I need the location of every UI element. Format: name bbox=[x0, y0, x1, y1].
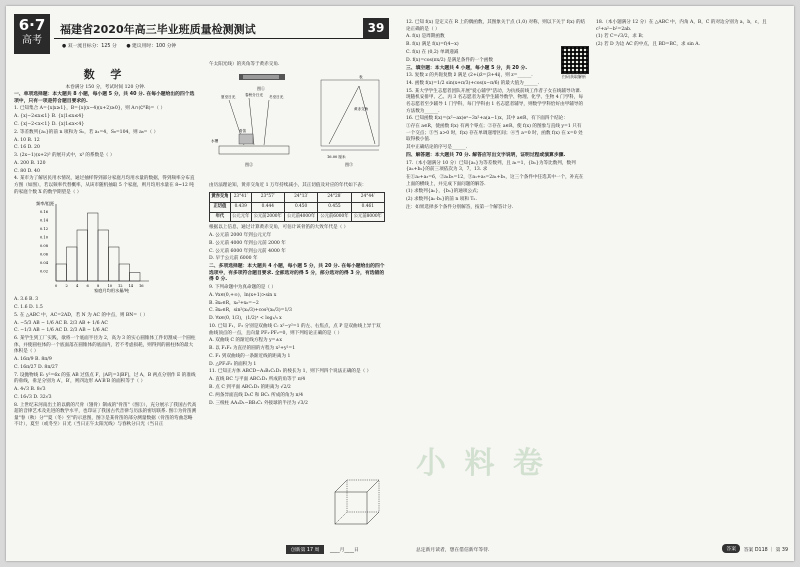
question-line: A. 200 B. 120 bbox=[14, 160, 46, 166]
histogram-xtick: 16 bbox=[139, 284, 144, 289]
table-cell: 0.439 bbox=[230, 202, 251, 212]
question-line: 二、多项选择题：本大题共 4 小题，每小题 5 分，共 20 分. 在每小题给出的四个选项中，有多项符合题目要求. 全部选对的得 5 分，部分选对的得 3 分，有选错的得 0 分. bbox=[209, 264, 385, 283]
flute-label: 骨笛 bbox=[239, 128, 247, 133]
question-line: B. ∃x₀∈R，x₀²+x₀=−2 bbox=[209, 300, 259, 306]
question-line: A. 16π/9 B. 8π/9 bbox=[14, 357, 52, 363]
table-cell: 24°13′ bbox=[284, 193, 317, 203]
histogram-xtick: 4 bbox=[76, 284, 79, 289]
question-line: C. 两条异面直线 D₁C 和 BC₁ 所成的角为 π/4 bbox=[209, 392, 304, 398]
column-1-questions bbox=[14, 92, 197, 196]
question-line: 6. 某学生到工厂实践，欲将一个底面半径为 2，高为 3 的实心圆锥体工件切割成一个圆柱体，并使圆柱体的一个底面落在圆锥体的底面内，若不考虑损耗，则得到的圆柱体的最大体积是（ ） bbox=[14, 336, 196, 355]
column-1 bbox=[14, 92, 197, 430]
histogram-xlabel: 家庭月均用水量/吨 bbox=[94, 288, 129, 294]
histogram-ytick: 0.02 bbox=[40, 269, 49, 274]
question-line: B. 点 C 到平面 ABC₁D₁ 的距离为 √2/2 bbox=[209, 385, 291, 390]
paper-title: 福建省2020年高三毕业班质量检测测试 bbox=[60, 23, 256, 36]
angle-label: 黄赤交角 bbox=[354, 106, 369, 111]
histogram-xtick: 6 bbox=[86, 284, 89, 289]
histogram-bar bbox=[56, 264, 67, 281]
question-line: 1. 已知集合 A={x|x≥1}，B={x|(x−4)(x+2)≥0}，则 A∩(∁ᴿB)=（ ） bbox=[14, 106, 166, 112]
fig2-label: 图② bbox=[245, 161, 253, 167]
table-cell: 公元元年 bbox=[230, 212, 251, 222]
question-line: 8. 上世纪末河南出土的以鹤的尺骨（翅骨）制成的"骨笛"（图①），充分展示了我国古代高超的音律艺术及先进的数学水平，也印证了我国古代音律与历法的密切联系. 图②为骨笛测量"春（秋）分""夏（冬）至"的示意图，图③是某骨笛的部分测量数据（骨笛的弯曲忽略不计），夏至（或冬至）日光（当日正午太阳光线）与春秋分日光（当日正 bbox=[14, 402, 197, 428]
question-line: C. {x|−2<x<1} D. {x|1≤x<4} bbox=[14, 121, 85, 127]
histogram-ytick: 0.06 bbox=[40, 252, 49, 257]
table-cell: 公元前6000年 bbox=[318, 212, 351, 222]
question-line: C. 16π/27 D. 8π/27 bbox=[14, 364, 58, 370]
question-line: A. 公元前 2000 年到公元元年 bbox=[209, 232, 272, 238]
question-line: D. 早于公元前 6000 年 bbox=[209, 256, 258, 262]
question-line: 14. 函数 f(x)=1/2 sin(x+π/3)+cos(x−π/6) 的最大值为______. bbox=[406, 81, 540, 87]
table-cell: 正切值 bbox=[210, 202, 231, 212]
question-line: 在①a₂+a₃=6，②a₁b₃=12，③a₁+a₃=2a₁+b₂，这三个条件中任选其中一个，补充在上面的横线上，并完成下面问题的解答. bbox=[406, 175, 584, 187]
histogram-ytick: 0.12 bbox=[40, 227, 49, 232]
winter-light-label: 冬至日光 bbox=[269, 94, 284, 99]
question-line: 一、单项选择题：本大题共 8 小题，每小题 5 分，共 40 分. 在每小题给出的四个选项中，只有一项是符合题目要求的. bbox=[14, 92, 195, 104]
answer-badge: 答案 bbox=[722, 544, 740, 553]
question-line: 5. 在 △ABC 中，AC=2AD，若 N 为 AC 的中点，则 BN=（ ） bbox=[14, 312, 148, 318]
histogram-bar bbox=[88, 213, 99, 281]
histogram bbox=[34, 199, 154, 294]
question-line: 由历法理论知，黄赤交角近 1 万年持续减小，其正切值及对应的年代如下表： bbox=[209, 182, 367, 188]
series-name: 高考 bbox=[22, 35, 42, 46]
histogram-ytick: 0.16 bbox=[40, 210, 49, 215]
question-line: C. 80 D. 40 bbox=[14, 168, 40, 174]
bone-flute-svg bbox=[209, 70, 385, 180]
question-line: 根据以上信息，通过计算黄赤交角，可估计该骨笛的大致年代是（ ） bbox=[209, 225, 349, 231]
bone-flute-figures bbox=[209, 70, 385, 180]
table-cell: 23°57′ bbox=[251, 193, 284, 203]
table-cell: 公元前8000年 bbox=[351, 212, 384, 222]
motto-text: 总定新月读者，想在借信新年等待. bbox=[416, 548, 490, 553]
page-number: 答案 D118 ｜ 第 39 bbox=[743, 548, 788, 553]
table-cell: 0.455 bbox=[318, 202, 351, 212]
table-row bbox=[210, 212, 385, 222]
table-label: 表 bbox=[359, 74, 363, 79]
histogram-xtick: 14 bbox=[128, 284, 134, 289]
histogram-bar bbox=[119, 264, 130, 281]
column-2-table-intro bbox=[209, 183, 385, 190]
column-4-questions bbox=[596, 20, 786, 49]
table-cell: 24°28′ bbox=[318, 193, 351, 203]
question-line: ①存在 a∈R，使函数 f(x) 有两个零点；②存在 a∈R，使 f(x) 的图象与直线 y=1 只有一个交点；③当 a>0 时，f(x) 存在单调递增区间；④当 a=0 时，函数 f(x) 在 x=0 处取得极小值. bbox=[406, 124, 583, 143]
histogram-ytick: 0.08 bbox=[40, 244, 49, 249]
question-line: 15. 某大学学生志愿者团队开展"爱心辅学"活动，为抗疫前线工作者子女在线辅导功课. 现随机安排甲、乙、丙 3 名志愿者为某学生辅导数学、物理、化学、生物 4 门学科，每名志愿者至少辅导 1 门学科，每门学科由 1 名志愿者辅导，则数学学科恰好由甲辅导的方法数为______. bbox=[406, 88, 584, 114]
question-line: 3. (2x−1)(x+2)⁵ 的展开式中，x³ 的系数是（ ） bbox=[14, 153, 115, 159]
histogram-ytick: 0.10 bbox=[40, 235, 49, 240]
question-line: (1) 若 C=√3/2，求 B； bbox=[596, 34, 647, 40]
question-line: A. 3.6 B. 3 bbox=[14, 297, 39, 303]
histogram-bar bbox=[98, 230, 109, 281]
watermark: 小 料 卷 bbox=[416, 446, 547, 481]
question-line: 4. 某市为了解居民用水情况，通过抽样得到部分家庭月均用水量的数据，得到频率分布直方图（如图），若以频率代替概率，从该市随机抽取 5 个家庭，则月均用水量在 8~12 吨的家庭个数 X 的数学期望是（ ） bbox=[14, 176, 195, 195]
question-line: D. f(x)=cos(πx/2) 是满足条件的一个函数 bbox=[406, 57, 493, 63]
question-line: 注：如果选择多个条件分别解答，按第一个解答计分. bbox=[406, 205, 514, 211]
table-cell: 0.444 bbox=[251, 202, 284, 212]
question-line: (1) 求数列{aₙ}，{bₙ}的通项公式； bbox=[406, 189, 482, 195]
question-line: 9. 下列命题中为真命题的是（ ） bbox=[209, 285, 277, 291]
question-line: 18.（本小题满分 12 分）在 △ABC 中，内角 A，B，C 的对边分别为 a，b，c，且 c²+a²−b²=2ab. bbox=[596, 20, 767, 32]
score-note: 本卷满分 150 分，考试时间 120 分钟. bbox=[65, 85, 146, 90]
question-line: B. 公元前 4000 年到公元前 2000 年 bbox=[209, 240, 286, 246]
question-line: C. 公元前 6000 年到公元前 4000 年 bbox=[209, 248, 286, 254]
question-line: 16. 已知函数 f(x)=(x²−ax)eˣ−3x²+a(a−1)x，其中 a∈R，有下面四个结论： bbox=[406, 116, 568, 122]
question-line: 2. 等差数列{aₙ}的前 n 项和为 Sₙ，若 a₁=4，S₈=104，则 a₆=（ ） bbox=[14, 129, 159, 135]
cube-figure bbox=[329, 474, 385, 530]
paper-header bbox=[14, 14, 399, 60]
date-field: ____月____日 bbox=[330, 548, 359, 553]
fig3-label: 图③ bbox=[345, 161, 353, 167]
fig1-label: 图① bbox=[257, 85, 265, 91]
question-line: D. 三棱柱 AA₁D₁−BB₁C₁ 外接球的半径为 √3/2 bbox=[209, 400, 308, 406]
qr-code[interactable] bbox=[561, 46, 589, 74]
water-tank-label: 水槽 bbox=[211, 138, 219, 143]
column-4 bbox=[596, 20, 786, 50]
question-line: 其中正确结论的序号是______. bbox=[406, 145, 468, 151]
question-line: C. 16√3 D. 32√3 bbox=[14, 394, 52, 400]
table-cell: 公元前2000年 bbox=[251, 212, 284, 222]
question-line: D. △PF₁F₂ 的面积为 1 bbox=[209, 361, 257, 367]
table-cell: 公元前4000年 bbox=[284, 212, 317, 222]
histogram-ytick: 0.14 bbox=[40, 218, 49, 223]
column-3-questions bbox=[406, 20, 586, 212]
histogram-xtick: 0 bbox=[55, 284, 58, 289]
spring-light-label: 春秋分日光 bbox=[245, 92, 263, 97]
question-line: 四、解答题：本大题共 70 分. 解答应写出文字说明，证明过程或演算步骤. bbox=[406, 152, 566, 158]
flute-length-label: 16.00 厘米 bbox=[327, 154, 346, 159]
question-line: C. ∃x₀∈R，sin²(x₀/3)+cos²(x₀/3)=1/3 bbox=[209, 308, 292, 314]
histogram-bar bbox=[130, 273, 141, 282]
question-line: A. 10 B. 12 bbox=[14, 137, 40, 143]
question-line: (2) 求数列{aₙ·bₙ}的前 n 项和 Tₙ. bbox=[406, 197, 477, 203]
qr-label: 扫码获取解析 bbox=[562, 74, 586, 79]
title-bar bbox=[54, 18, 389, 39]
question-line: A. ∀x∈(0,+∞)，ln(x+1)>sin x bbox=[209, 292, 277, 298]
histogram-ylabel: 频率/组距 bbox=[36, 201, 55, 207]
question-line: A. f(x) 是周期函数 bbox=[406, 34, 445, 40]
question-line: A. 4√3 B. 8√3 bbox=[14, 387, 46, 392]
page-footer bbox=[286, 543, 788, 555]
summer-light-label: 夏至日光 bbox=[221, 94, 236, 99]
question-line: A. −5/3 AB − 1/6 AC B. 2/3 AB + 1/6 AC bbox=[14, 320, 108, 326]
subject-title: 数 学 bbox=[83, 68, 128, 81]
question-line: 17.（本小题满分 10 分）已知{aₙ}为等差数列，且 a₁=1，{bₙ}为等比数列，数列{aₙ+bₙ}的前三项依次为 3，7，13. 求 bbox=[406, 160, 576, 173]
column-1-questions-b bbox=[14, 297, 197, 429]
table-cell: 0.450 bbox=[284, 202, 317, 212]
table-cell: 0.461 bbox=[351, 202, 384, 212]
column-2-questions bbox=[209, 225, 385, 407]
series-logo bbox=[14, 14, 50, 54]
question-line: C. −1/3 AB − 1/6 AC D. 2/3 AB − 1/6 AC bbox=[14, 328, 109, 334]
histogram-bar bbox=[77, 230, 88, 281]
question-line: A. {x|−2≤x≤1} B. {x|1≤x≤4} bbox=[14, 114, 85, 120]
question-line: 11. 已知正方体 ABCD−A₁B₁C₁D₁ 的棱长为 1，则下列四个说法正确的是（ ） bbox=[209, 369, 372, 375]
table-cell: 23°41′ bbox=[230, 193, 251, 203]
histogram-xtick: 2 bbox=[65, 284, 68, 289]
question-line: 10. 已知 F₁，F₂ 分别是双曲线 C: x²−y²=1 的左、右焦点，点 P 是双曲线上异于双曲线顶点的一点，且向量 PF₁·PF₂=0，则下列结论正确的是（ ） bbox=[209, 323, 381, 336]
table-row bbox=[210, 202, 385, 212]
table-cell: 年代 bbox=[210, 212, 231, 222]
column-2-intro bbox=[209, 62, 385, 69]
question-line: 7. 设抛物线 E: y²=6x 的弦 AB 过焦点 F，|AF|=3|BF|，过 A，B 两点分别作 E 的准线的垂线，垂足分别为 A′，B′，则四边形 AA′B′B 的面积等于（ ） bbox=[14, 372, 196, 385]
histogram-xtick: 12 bbox=[118, 284, 123, 289]
question-line: A. 直线 BC 与平面 ABC₁D₁ 所成的角等于 π/4 bbox=[209, 377, 306, 383]
question-line: 13. 复数 z 的共轭复数 z̄ 满足 (2+i)z̄=|3+4i|，则 z=______. bbox=[406, 73, 533, 79]
histogram-ytick: 0.04 bbox=[40, 261, 49, 266]
table-cell: 黄赤交角 bbox=[210, 193, 231, 203]
week-badge: 创新第 17 周 bbox=[286, 545, 324, 554]
question-line: A. 双曲线 C 的渐近线方程为 y=±x bbox=[209, 338, 282, 344]
histogram-xtick: 8 bbox=[97, 284, 100, 289]
series-number: 6·7 bbox=[18, 16, 46, 34]
question-line: B. f(x) 满足 f(x)=f(4−x) bbox=[406, 42, 459, 48]
question-line: (2) 若 D 为边 AC 的中点，且 BD=BC，求 sin A. bbox=[596, 42, 701, 48]
target-score: ● 双一流目标分：125 分 bbox=[62, 44, 117, 49]
question-line: C. f(x) 在 (0,2) 单调递减 bbox=[406, 49, 459, 55]
column-2 bbox=[209, 62, 385, 408]
suggested-time: ● 建议用时：100 分钟 bbox=[126, 44, 177, 49]
obliquity-table bbox=[209, 192, 385, 222]
column-3 bbox=[406, 20, 586, 213]
table-row bbox=[210, 193, 385, 203]
question-line: C. F₁ 到双曲线的一条渐近线的距离为 1 bbox=[209, 353, 291, 359]
histogram-bar bbox=[67, 247, 78, 281]
histogram-xtick: 10 bbox=[107, 284, 113, 289]
question-line: 12. 已知 f(x) 是定义在 R 上的偶函数，其图象关于点 (1,0) 对称，则以下关于 f(x) 的结论正确的是（ ） bbox=[406, 20, 586, 32]
paper-meta bbox=[62, 42, 184, 49]
question-line: C. 16 D. 20 bbox=[14, 145, 40, 151]
histogram-bar bbox=[109, 247, 120, 281]
table-cell: 24°44′ bbox=[351, 193, 384, 203]
paper-number: 39 bbox=[363, 18, 389, 38]
exam-sheet bbox=[6, 6, 794, 561]
question-line: C. 1.6 D. 1.5 bbox=[14, 304, 43, 310]
question-line: B. 以 F₁F₂ 为直径的圆的方程为 x²+y²=1 bbox=[209, 346, 296, 352]
question-line: 午太阳光线）的夹角等于黄赤交角. bbox=[209, 62, 280, 67]
question-line: 三、填空题：本大题共 4 小题，每小题 5 分，共 20 分. bbox=[406, 65, 528, 71]
question-line: D. ∀x∈(0, 1/3)，(1/2)ˣ < log₁/₃ x bbox=[209, 316, 282, 322]
histogram-svg bbox=[34, 199, 154, 294]
